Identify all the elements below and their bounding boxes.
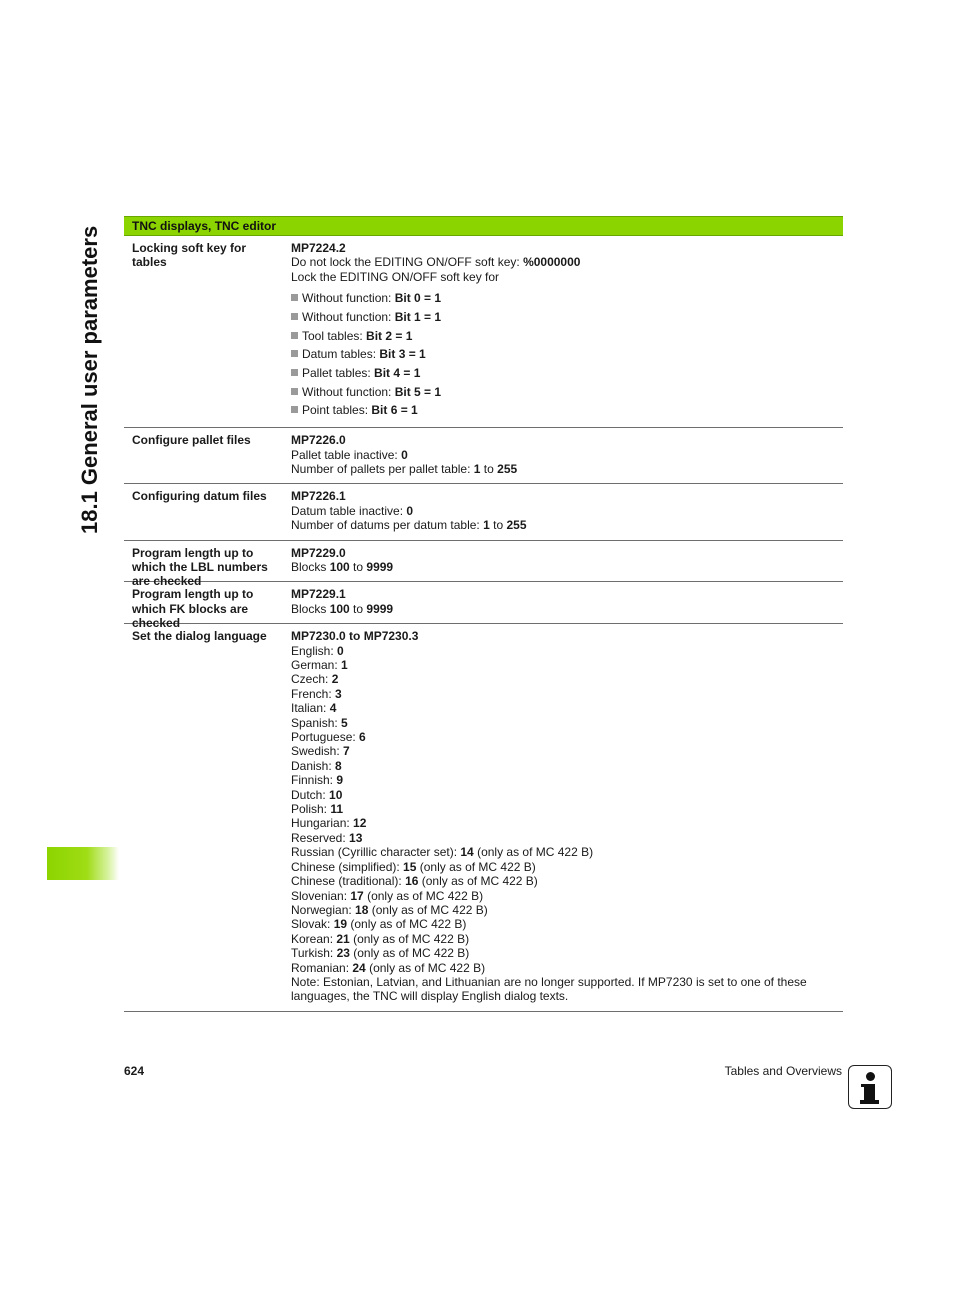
bullet-square-icon (291, 313, 298, 320)
row-content (291, 433, 843, 476)
parameter-value-line: Chinese (simplified): 15 (only as of MC 422 B) (291, 859, 536, 874)
side-chapter-title (70, 214, 110, 534)
parameter-value-line: Datum table inactive: 0 (291, 503, 414, 518)
bullet-square-icon (291, 294, 298, 301)
parameter-value-line: Do not lock the EDITING ON/OFF soft key: %0000000 (291, 255, 581, 270)
side-chapter-title-text: 18.1 General user parameters (77, 225, 102, 534)
bit-list-item: Without function: Bit 5 = 1 (291, 383, 843, 402)
bullet-square-icon (291, 350, 298, 357)
parameter-value-line: Hungarian: 12 (291, 816, 367, 831)
parameter-value-line: Number of datums per datum table: 1 to 255 (291, 518, 527, 533)
table-body (124, 236, 843, 1012)
row-content (291, 489, 843, 532)
parameter-value-line: Danish: 8 (291, 758, 342, 773)
chapter-tab-marker (47, 847, 119, 880)
bit-list-item: Without function: Bit 1 = 1 (291, 308, 843, 327)
row-content (291, 546, 843, 575)
machine-parameter-id: MP7230.0 to MP7230.3 (291, 629, 419, 644)
machine-parameter-id: MP7224.2 (291, 241, 346, 255)
row-content (291, 241, 843, 420)
bullet-square-icon (291, 388, 298, 395)
bit-list-item: Datum tables: Bit 3 = 1 (291, 345, 843, 364)
table-row (124, 582, 843, 631)
table-row (124, 484, 843, 540)
parameter-value-line: German: 1 (291, 658, 348, 673)
row-label: Configuring datum files (132, 489, 267, 504)
bit-list-item: Without function: Bit 0 = 1 (291, 289, 843, 308)
table-header: TNC displays, TNC editor (124, 216, 843, 236)
row-label: Program length up to which the LBL numbers are checked (132, 545, 268, 589)
machine-parameter-id: MP7229.1 (291, 587, 346, 602)
parameter-value-line: Reserved: 13 (291, 830, 363, 845)
bit-list-item: Pallet tables: Bit 4 = 1 (291, 364, 843, 383)
bullet-square-icon (291, 332, 298, 339)
parameter-value-line: Norwegian: 18 (only as of MC 422 B) (291, 902, 488, 917)
parameter-value-line: Italian: 4 (291, 701, 337, 716)
parameter-value-line: Note: Estonian, Latvian, and Lithuanian are no longer supported. If MP7230 is set to one of these languages, the TNC will display English dialog texts. (291, 974, 807, 1004)
parameter-value-line: Romanian: 24 (only as of MC 422 B) (291, 960, 486, 975)
parameter-value-line: Czech: 2 (291, 672, 339, 687)
parameter-value-line: Korean: 21 (only as of MC 422 B) (291, 931, 470, 946)
parameter-value-line: Swedish: 7 (291, 744, 350, 759)
parameter-value-line: Lock the EDITING ON/OFF soft key for (291, 269, 500, 284)
parameter-value-line: French: 3 (291, 686, 342, 701)
row-label: Program length up to which FK blocks are checked (132, 587, 254, 631)
parameter-value-line: Turkish: 23 (only as of MC 422 B) (291, 946, 470, 961)
parameter-value-line: Russian (Cyrillic character set): 14 (only as of MC 422 B) (291, 845, 594, 860)
table-row (124, 624, 843, 1012)
parameter-value-line: Spanish: 5 (291, 715, 348, 730)
bit-list-item: Tool tables: Bit 2 = 1 (291, 327, 843, 346)
parameter-value-line: Chinese (traditional): 16 (only as of MC 422 B) (291, 874, 538, 889)
row-label: Configure pallet files (132, 433, 251, 448)
page-number: 624 (124, 1064, 145, 1078)
row-label: Locking soft key for tables (132, 241, 247, 270)
bit-list (291, 289, 843, 420)
machine-parameter-id: MP7226.0 (291, 433, 346, 448)
bit-list-item: Point tables: Bit 6 = 1 (291, 401, 843, 420)
parameter-value-line: Blocks 100 to 9999 (291, 559, 394, 574)
machine-parameter-id: MP7229.0 (291, 545, 346, 560)
table-row (124, 428, 843, 484)
row-label: Set the dialog language (132, 629, 267, 644)
parameter-value-line: Number of pallets per pallet table: 1 to 255 (291, 461, 518, 476)
info-icon (848, 1065, 892, 1109)
parameter-value-line: Finnish: 9 (291, 773, 344, 788)
parameter-value-line: Pallet table inactive: 0 (291, 447, 408, 462)
parameter-value-line: Slovenian: 17 (only as of MC 422 B) (291, 888, 484, 903)
parameter-value-line: Polish: 11 (291, 802, 344, 817)
bullet-square-icon (291, 406, 298, 413)
table-row (124, 236, 843, 428)
parameter-value-line: English: 0 (291, 643, 344, 658)
machine-parameter-id: MP7226.1 (291, 489, 346, 504)
row-content (291, 587, 843, 616)
parameter-value-line: Blocks 100 to 9999 (291, 601, 394, 616)
footer-section-title: Tables and Overviews (724, 1064, 842, 1078)
bullet-square-icon (291, 369, 298, 376)
parameter-value-line: Dutch: 10 (291, 787, 343, 802)
row-content (291, 629, 843, 1004)
parameter-value-line: Slovak: 19 (only as of MC 422 B) (291, 917, 467, 932)
table-row (124, 541, 843, 589)
parameter-table (124, 216, 843, 1012)
parameter-value-line: Portuguese: 6 (291, 730, 366, 745)
